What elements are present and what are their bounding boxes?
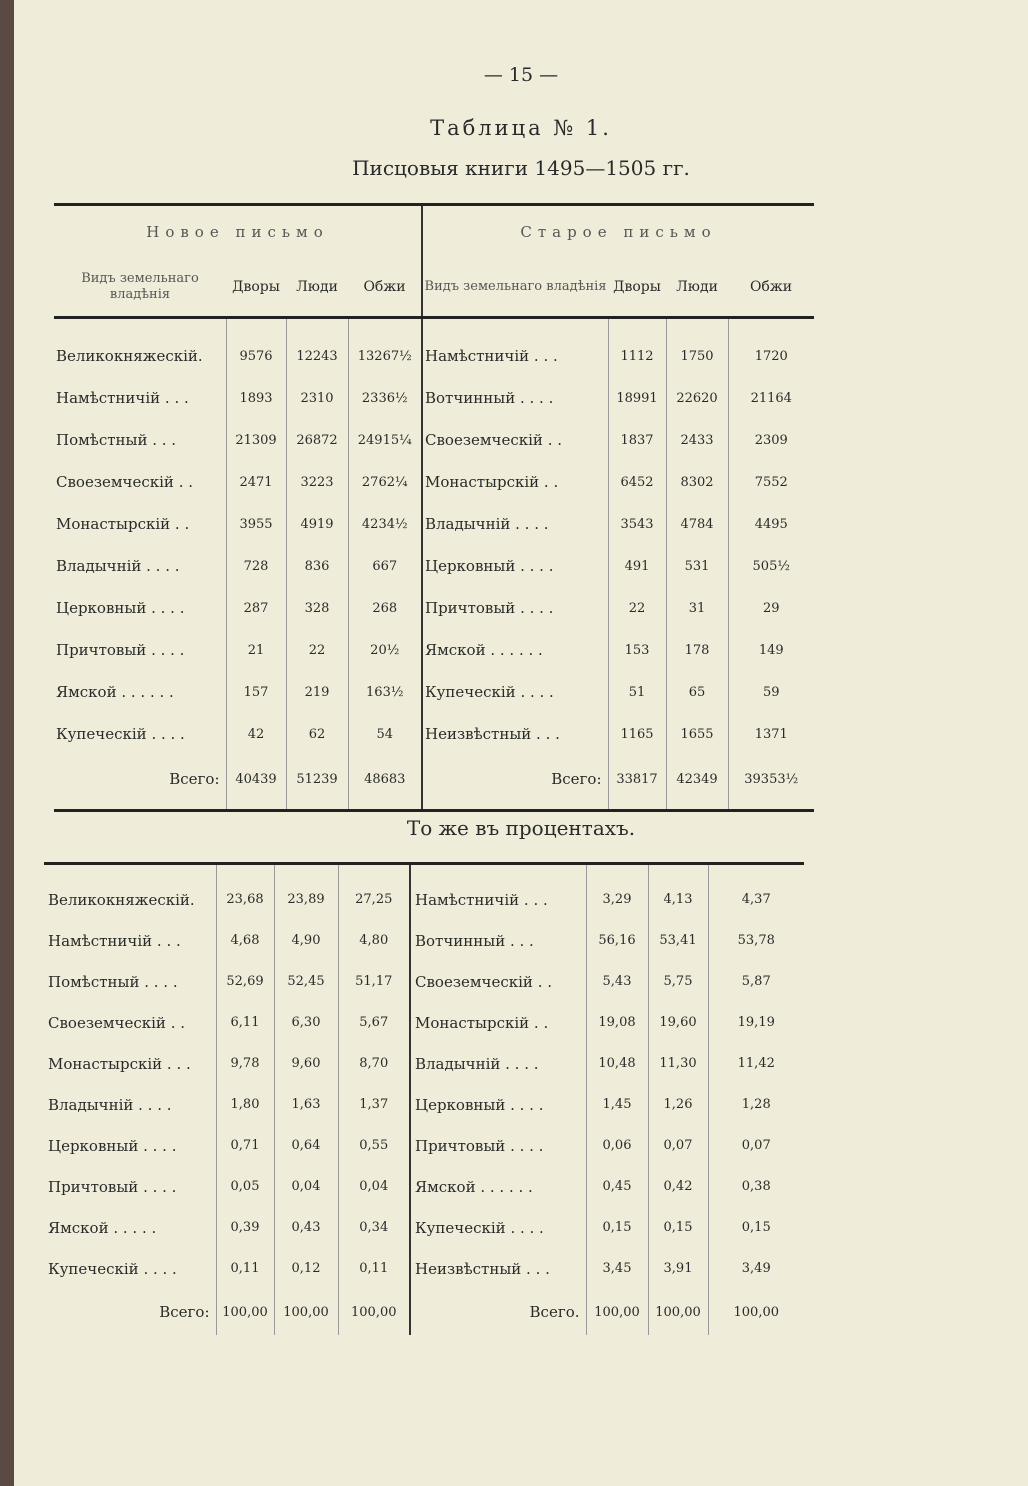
row-kind-label: Помѣстный . . .: [56, 431, 177, 449]
cell-dvory: 6,11: [216, 1002, 274, 1043]
total-dvory: 40439: [226, 755, 286, 811]
cell-dvory: 0,71: [216, 1125, 274, 1166]
cell-obzhi: 51,17: [338, 961, 410, 1002]
main-table: [54, 203, 814, 812]
table-subtitle: Писцовыя книги 1495—1505 гг.: [352, 156, 690, 180]
cell-obzhi: 149: [728, 629, 814, 671]
cell-lyudi: 3,91: [648, 1248, 708, 1289]
cell-dvory: 1893: [226, 377, 286, 419]
row-kind-label: Монастырскій . .: [56, 515, 190, 533]
cell-lyudi: 65: [666, 671, 728, 713]
table-row: [54, 629, 814, 671]
cell-dvory: 0,06: [586, 1125, 648, 1166]
cell-lyudi: 4,90: [274, 920, 338, 961]
cell-obzhi: 1,37: [338, 1084, 410, 1125]
table-row: [54, 545, 814, 587]
cell-lyudi: 5,75: [648, 961, 708, 1002]
cell-lyudi: 1,26: [648, 1084, 708, 1125]
row-kind-label: Церковный . . . .: [425, 557, 554, 575]
row-kind-label: Владычній . . . .: [56, 557, 180, 575]
cell-lyudi: 22: [286, 629, 348, 671]
page-edge: [0, 0, 14, 1486]
cell-dvory: 157: [226, 671, 286, 713]
cell-dvory: 42: [226, 713, 286, 755]
cell-dvory: 1837: [608, 419, 666, 461]
cell-dvory: 9,78: [216, 1043, 274, 1084]
row-kind-label: Владычній . . . .: [48, 1095, 172, 1114]
row-kind-label: Монастырскій . .: [425, 473, 559, 491]
row-kind-label: Вотчинный . . .: [415, 931, 534, 950]
cell-obzhi: 2336½: [348, 377, 422, 419]
total-obzhi: 100,00: [338, 1289, 410, 1335]
cell-obzhi: 0,38: [708, 1166, 804, 1207]
row-kind-label: Владычній . . . .: [415, 1054, 539, 1073]
row-kind-label: Ямской . . . . . .: [56, 683, 174, 701]
cell-dvory: 0,45: [586, 1166, 648, 1207]
cell-obzhi: 4,80: [338, 920, 410, 961]
cell-dvory: 22: [608, 587, 666, 629]
cell-dvory: 21: [226, 629, 286, 671]
cell-obzhi: 0,11: [338, 1248, 410, 1289]
cell-obzhi: 1720: [728, 318, 814, 378]
cell-lyudi: 53,41: [648, 920, 708, 961]
cell-obzhi: 11,42: [708, 1043, 804, 1084]
cell-obzhi: 0,15: [708, 1207, 804, 1248]
group-header-old: Старое письмо: [520, 223, 717, 241]
cell-dvory: 0,11: [216, 1248, 274, 1289]
total-lyudi: 100,00: [274, 1289, 338, 1335]
row-kind-label: Купеческій . . . .: [415, 1218, 544, 1237]
cell-lyudi: 2310: [286, 377, 348, 419]
total-label: Всего:: [159, 1303, 210, 1321]
cell-dvory: 18991: [608, 377, 666, 419]
table-row: [44, 1248, 804, 1289]
table-row: [44, 961, 804, 1002]
table-row: [54, 671, 814, 713]
cell-lyudi: 8302: [666, 461, 728, 503]
cell-lyudi: 62: [286, 713, 348, 755]
cell-lyudi: 2433: [666, 419, 728, 461]
table-title: Таблица № 1.: [430, 116, 612, 140]
cell-obzhi: 2762¼: [348, 461, 422, 503]
row-kind-label: Великокняжескій.: [56, 347, 203, 365]
page: [14, 0, 1028, 1486]
cell-lyudi: 4919: [286, 503, 348, 545]
cell-lyudi: 0,12: [274, 1248, 338, 1289]
column-header-lyudi: Люди: [286, 258, 348, 318]
total-label: Всего.: [529, 1303, 580, 1321]
percent-table: [44, 862, 804, 1335]
row-kind-label: Намѣстничій . . .: [425, 347, 558, 365]
table-row: [44, 1207, 804, 1248]
cell-obzhi: 505½: [728, 545, 814, 587]
cell-dvory: 3,45: [586, 1248, 648, 1289]
percent-table-body: [44, 864, 804, 1336]
cell-obzhi: 667: [348, 545, 422, 587]
cell-obzhi: 5,87: [708, 961, 804, 1002]
cell-dvory: 491: [608, 545, 666, 587]
cell-lyudi: 531: [666, 545, 728, 587]
cell-lyudi: 1,63: [274, 1084, 338, 1125]
table-row: [44, 1125, 804, 1166]
cell-obzhi: 59: [728, 671, 814, 713]
cell-dvory: 3543: [608, 503, 666, 545]
cell-dvory: 10,48: [586, 1043, 648, 1084]
cell-lyudi: 9,60: [274, 1043, 338, 1084]
total-lyudi: 42349: [666, 755, 728, 811]
total-obzhi: 48683: [348, 755, 422, 811]
total-lyudi: 100,00: [648, 1289, 708, 1335]
cell-obzhi: 268: [348, 587, 422, 629]
cell-lyudi: 6,30: [274, 1002, 338, 1043]
cell-dvory: 56,16: [586, 920, 648, 961]
cell-dvory: 5,43: [586, 961, 648, 1002]
row-kind-label: Ямской . . . . . .: [425, 641, 543, 659]
cell-obzhi: 2309: [728, 419, 814, 461]
cell-dvory: 1112: [608, 318, 666, 378]
cell-dvory: 52,69: [216, 961, 274, 1002]
cell-lyudi: 52,45: [274, 961, 338, 1002]
total-lyudi: 51239: [286, 755, 348, 811]
total-dvory: 33817: [608, 755, 666, 811]
row-kind-label: Церковный . . . .: [415, 1095, 544, 1114]
row-kind-label: Намѣстничій . . .: [48, 931, 181, 950]
row-kind-label: Неизвѣстный . . .: [415, 1259, 550, 1278]
cell-lyudi: 0,07: [648, 1125, 708, 1166]
cell-lyudi: 31: [666, 587, 728, 629]
row-kind-label: Намѣстничій . . .: [415, 890, 548, 909]
cell-obzhi: 13267½: [348, 318, 422, 378]
row-kind-label: Намѣстничій . . .: [56, 389, 189, 407]
cell-lyudi: 836: [286, 545, 348, 587]
row-kind-label: Церковный . . . .: [48, 1136, 177, 1155]
cell-dvory: 1,80: [216, 1084, 274, 1125]
cell-obzhi: 1371: [728, 713, 814, 755]
cell-obzhi: 4234½: [348, 503, 422, 545]
cell-dvory: 4,68: [216, 920, 274, 961]
row-kind-label: Своеземческій . .: [415, 972, 552, 991]
group-header-new: Новое письмо: [54, 205, 422, 259]
row-kind-label: Владычній . . . .: [425, 515, 549, 533]
cell-obzhi: 5,67: [338, 1002, 410, 1043]
table-row: [44, 920, 804, 961]
total-obzhi: 39353½: [728, 755, 814, 811]
cell-lyudi: 219: [286, 671, 348, 713]
cell-obzhi: 7552: [728, 461, 814, 503]
cell-lyudi: 0,15: [648, 1207, 708, 1248]
cell-dvory: 23,68: [216, 864, 274, 921]
cell-dvory: 287: [226, 587, 286, 629]
cell-obzhi: 0,07: [708, 1125, 804, 1166]
percent-section-title: То же въ процентахъ.: [406, 816, 636, 840]
total-row: [44, 1289, 804, 1335]
row-kind-label: Монастырскій . . .: [48, 1054, 191, 1073]
row-kind-label: Ямской . . . . . .: [415, 1177, 533, 1196]
cell-dvory: 9576: [226, 318, 286, 378]
row-kind-label: Великокняжескій.: [48, 890, 195, 909]
table-row: [44, 1166, 804, 1207]
row-kind-label: Монастырскій . .: [415, 1013, 549, 1032]
column-header-lyudi: Люди: [666, 258, 728, 318]
row-kind-label: Купеческій . . . .: [48, 1259, 177, 1278]
column-header-obzhi: Обжи: [348, 258, 422, 318]
cell-obzhi: 20½: [348, 629, 422, 671]
row-kind-label: Причтовый . . . .: [56, 641, 185, 659]
cell-dvory: 21309: [226, 419, 286, 461]
table-row: [54, 713, 814, 755]
total-row: [54, 755, 814, 811]
cell-lyudi: 0,64: [274, 1125, 338, 1166]
row-kind-label: Причтовый . . . .: [415, 1136, 544, 1155]
table-row: [44, 1043, 804, 1084]
cell-obzhi: 163½: [348, 671, 422, 713]
cell-lyudi: 23,89: [274, 864, 338, 921]
cell-dvory: 0,15: [586, 1207, 648, 1248]
cell-lyudi: 11,30: [648, 1043, 708, 1084]
cell-obzhi: 27,25: [338, 864, 410, 921]
column-header-kind: Видъ земельнаго владѣнія: [422, 258, 608, 318]
cell-lyudi: 3223: [286, 461, 348, 503]
total-dvory: 100,00: [216, 1289, 274, 1335]
cell-obzhi: 0,04: [338, 1166, 410, 1207]
cell-dvory: 1,45: [586, 1084, 648, 1125]
row-kind-label: Купеческій . . . .: [425, 683, 554, 701]
column-header-obzhi: Обжи: [728, 258, 814, 318]
cell-obzhi: 24915¼: [348, 419, 422, 461]
row-kind-label: Причтовый . . . .: [48, 1177, 177, 1196]
cell-obzhi: 54: [348, 713, 422, 755]
table-row: [54, 318, 814, 378]
cell-lyudi: 12243: [286, 318, 348, 378]
cell-dvory: 51: [608, 671, 666, 713]
total-dvory: 100,00: [586, 1289, 648, 1335]
table-row: [54, 419, 814, 461]
cell-obzhi: 0,55: [338, 1125, 410, 1166]
cell-dvory: 153: [608, 629, 666, 671]
cell-obzhi: 1,28: [708, 1084, 804, 1125]
cell-obzhi: 21164: [728, 377, 814, 419]
row-kind-label: Своеземческій . .: [48, 1013, 185, 1032]
cell-obzhi: 8,70: [338, 1043, 410, 1084]
cell-lyudi: 0,42: [648, 1166, 708, 1207]
cell-obzhi: 4,37: [708, 864, 804, 921]
row-kind-label: Своеземческій . .: [56, 473, 193, 491]
cell-lyudi: 4784: [666, 503, 728, 545]
cell-dvory: 728: [226, 545, 286, 587]
column-header-dvory: Дворы: [226, 258, 286, 318]
row-kind-label: Неизвѣстный . . .: [425, 725, 560, 743]
cell-dvory: 19,08: [586, 1002, 648, 1043]
row-kind-label: Своеземческій . .: [425, 431, 562, 449]
row-kind-label: Причтовый . . . .: [425, 599, 554, 617]
cell-dvory: 3,29: [586, 864, 648, 921]
cell-obzhi: 29: [728, 587, 814, 629]
cell-dvory: 0,39: [216, 1207, 274, 1248]
cell-obzhi: 0,34: [338, 1207, 410, 1248]
cell-lyudi: 0,43: [274, 1207, 338, 1248]
cell-dvory: 3955: [226, 503, 286, 545]
table-row: [44, 1002, 804, 1043]
row-kind-label: Помѣстный . . . .: [48, 972, 178, 991]
table-row: [54, 377, 814, 419]
row-kind-label: Ямской . . . . .: [48, 1218, 157, 1237]
column-header-kind: Видъ земельнаго владѣнія: [54, 258, 226, 318]
cell-lyudi: 1750: [666, 318, 728, 378]
cell-obzhi: 3,49: [708, 1248, 804, 1289]
table-row: [54, 461, 814, 503]
cell-obzhi: 4495: [728, 503, 814, 545]
main-table-body: [54, 318, 814, 811]
cell-obzhi: 19,19: [708, 1002, 804, 1043]
cell-lyudi: 19,60: [648, 1002, 708, 1043]
total-label: Всего:: [551, 770, 602, 788]
table-row: [54, 587, 814, 629]
cell-obzhi: 53,78: [708, 920, 804, 961]
page-number: — 15 —: [483, 64, 559, 86]
cell-dvory: 1165: [608, 713, 666, 755]
cell-lyudi: 178: [666, 629, 728, 671]
row-kind-label: Церковный . . . .: [56, 599, 185, 617]
cell-dvory: 2471: [226, 461, 286, 503]
cell-lyudi: 328: [286, 587, 348, 629]
column-header-dvory: Дворы: [608, 258, 666, 318]
table-row: [54, 503, 814, 545]
cell-dvory: 0,05: [216, 1166, 274, 1207]
table-row: [44, 1084, 804, 1125]
table-row: [44, 864, 804, 921]
total-label: Всего:: [169, 770, 220, 788]
cell-dvory: 6452: [608, 461, 666, 503]
total-obzhi: 100,00: [708, 1289, 804, 1335]
row-kind-label: Вотчинный . . . .: [425, 389, 554, 407]
row-kind-label: Купеческій . . . .: [56, 725, 185, 743]
cell-lyudi: 26872: [286, 419, 348, 461]
cell-lyudi: 0,04: [274, 1166, 338, 1207]
cell-lyudi: 4,13: [648, 864, 708, 921]
cell-lyudi: 22620: [666, 377, 728, 419]
cell-lyudi: 1655: [666, 713, 728, 755]
